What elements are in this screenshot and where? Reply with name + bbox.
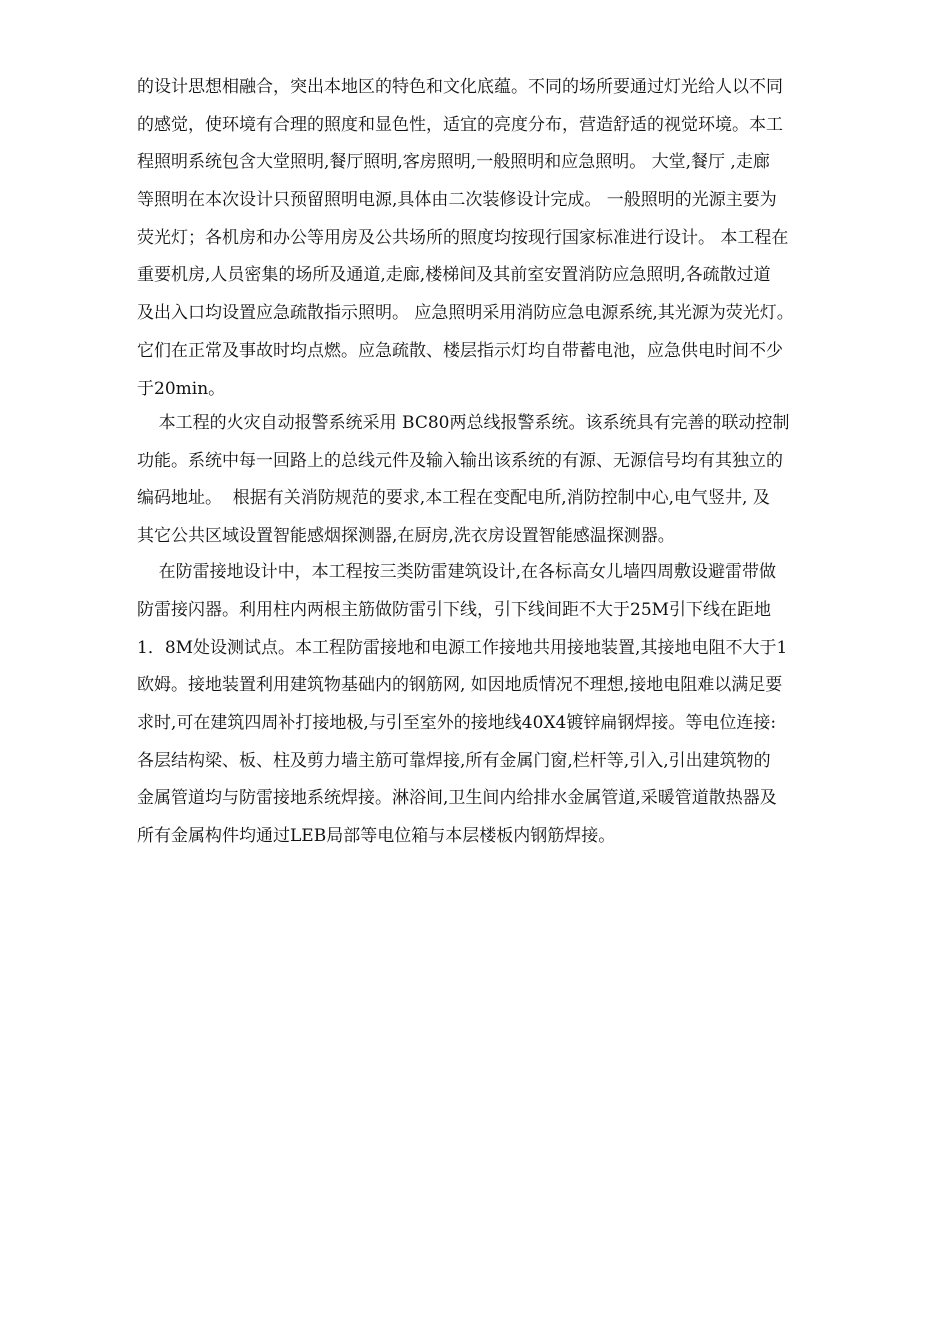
paragraph-1-line-9: 于20min。 bbox=[137, 379, 226, 399]
paragraph-1-line-4: 等照明在本次设计只预留照明电源,具体由二次装修设计完成。 一般照明的光源主要为 bbox=[137, 190, 777, 210]
paragraph-3-line-1: 在防雷接地设计中，本工程按三类防雷建筑设计,在各标高女儿墙四周敷设避雷带做 bbox=[137, 562, 777, 582]
paragraph-3-line-2: 防雷接闪器。利用柱内两根主筋做防雷引下线，引下线间距不大于25M引下线在距地 bbox=[137, 600, 772, 620]
paragraph-3-line-4: 欧姆。接地装置利用建筑物基础内的钢筋网, 如因地质情况不理想,接地电阻难以满足要 bbox=[137, 675, 783, 695]
paragraph-2-line-3: 编码地址。 根据有关消防规范的要求,本工程在变配电所,消防控制中心,电气竖井, 及 bbox=[137, 488, 770, 508]
paragraph-1-line-8: 它们在正常及事故时均点燃。应急疏散、楼层指示灯均自带蓄电池，应急供电时间不少 bbox=[137, 341, 783, 361]
paragraph-1-line-5: 荧光灯；各机房和办公等用房及公共场所的照度均按现行国家标准进行设计。 本工程在 bbox=[137, 228, 789, 248]
paragraph-1-line-6: 重要机房,人员密集的场所及通道,走廊,楼梯间及其前室安置消防应急照明,各疏散过道 bbox=[137, 265, 771, 285]
paragraph-3-line-5: 求时,可在建筑四周补打接地极,与引至室外的接地线40X4镀锌扁钢焊接。等电位连接: bbox=[137, 713, 777, 733]
paragraph-1-line-7: 及出入口均设置应急疏散指示照明。 应急照明采用消防应急电源系统,其光源为荧光灯。 bbox=[137, 303, 794, 323]
paragraph-3-line-8: 所有金属构件均通过LEB局部等电位箱与本层楼板内钢筋焊接。 bbox=[137, 826, 616, 846]
paragraph-3-line-3: 1．8M处设测试点。本工程防雷接地和电源工作接地共用接地装置,其接地电阻不大于1 bbox=[137, 638, 788, 658]
paragraph-2-line-4: 其它公共区域设置智能感烟探测器,在厨房,洗衣房设置智能感温探测器。 bbox=[137, 526, 675, 546]
paragraph-1-line-2: 的感觉，使环境有合理的照度和显色性，适宜的亮度分布，营造舒适的视觉环境。本工 bbox=[137, 115, 783, 135]
paragraph-2-line-2: 功能。系统中每一回路上的总线元件及输入输出该系统的有源、无源信号均有其独立的 bbox=[137, 451, 783, 471]
paragraph-3-line-7: 金属管道均与防雷接地系统焊接。淋浴间,卫生间内给排水金属管道,采暖管道散热器及 bbox=[137, 788, 777, 808]
paragraph-3-line-6: 各层结构梁、板、柱及剪力墙主筋可靠焊接,所有金属门窗,栏杆等,引入,引出建筑物的 bbox=[137, 751, 771, 771]
paragraph-1-line-1: 的设计思想相融合，突出本地区的特色和文化底蕴。不同的场所要通过灯光给人以不同 bbox=[137, 77, 783, 97]
paragraph-2-line-1: 本工程的火灾自动报警系统采用 BC80两总线报警系统。该系统具有完善的联动控制 bbox=[137, 413, 790, 433]
paragraph-1-line-3: 程照明系统包含大堂照明,餐厅照明,客房照明,一般照明和应急照明。 大堂,餐厅 ,走廊 bbox=[137, 152, 770, 172]
